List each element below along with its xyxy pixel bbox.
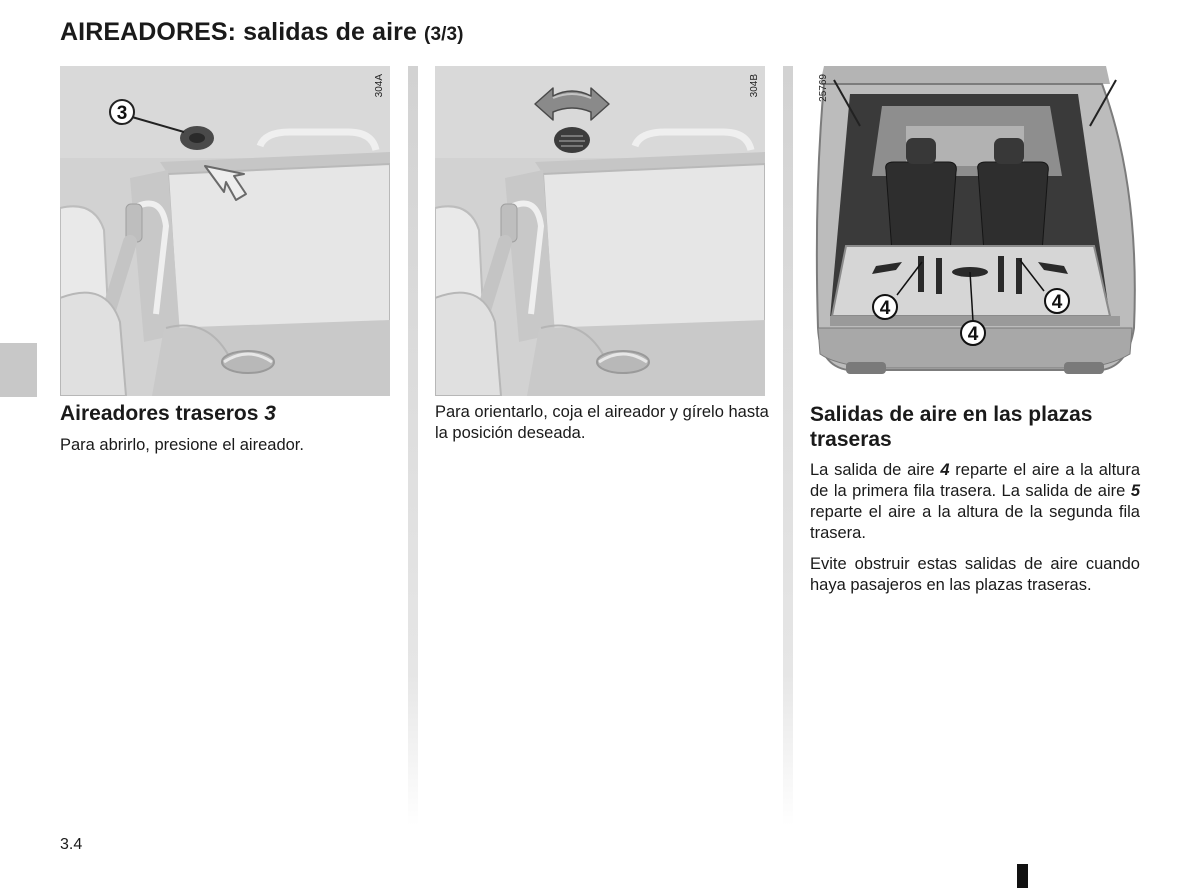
illustration-rear-door-vent-rotate [435,66,765,396]
outlet-number: 4 [940,461,950,479]
section-heading-rear-vents [60,401,276,426]
callout-number-left: 4 [879,298,891,319]
text-run: La salida de aire [810,461,941,479]
illustration-rear-cargo-outlets [810,66,1140,378]
page-title [60,18,464,47]
figure-rear-vent-press [60,66,390,396]
figure-rear-vent-rotate [435,66,765,396]
figure-rear-floor-outlets [810,66,1140,378]
instruction-orient: Para orientarlo, coja el aireador y gírelo hasta la posición deseada. [435,403,769,442]
figure-code: 304A [374,74,385,98]
page-title-part: (3/3) [424,24,464,45]
column-separator-2 [783,66,793,826]
callout-number-center: 4 [967,324,979,345]
chapter-tab [0,343,37,397]
outlet-number: 5 [1130,482,1140,500]
page-title-main: AIREADORES: salidas de aire [60,18,417,46]
illustration-rear-door-vent [60,66,390,396]
outlets-description [810,460,1140,544]
text-run: reparte el aire a la altura de la segunda fila trasera. [810,503,1140,542]
page-number: 3.4 [60,836,83,853]
section-heading-rear-outlets: Salidas de aire en las plazas traseras [810,403,1093,451]
column-separator-1 [408,66,418,826]
callout-number: 3 [116,103,128,124]
page-edge-mark [1017,864,1028,888]
callout-number-right: 4 [1051,292,1063,313]
outlets-warning: Evite obstruir estas salidas de aire cuando haya pasajeros en las plazas traseras. [810,555,1140,594]
text-run: reparte el aire a la altura de la primera fila trasera. La salida de aire [810,461,1141,500]
figure-code: 304B [749,74,760,98]
heading-number: 3 [264,402,276,425]
figure-code: 25769 [818,74,829,102]
instruction-open: Para abrirlo, presione el aireador. [60,436,304,454]
heading-text: Aireadores traseros [60,402,265,425]
